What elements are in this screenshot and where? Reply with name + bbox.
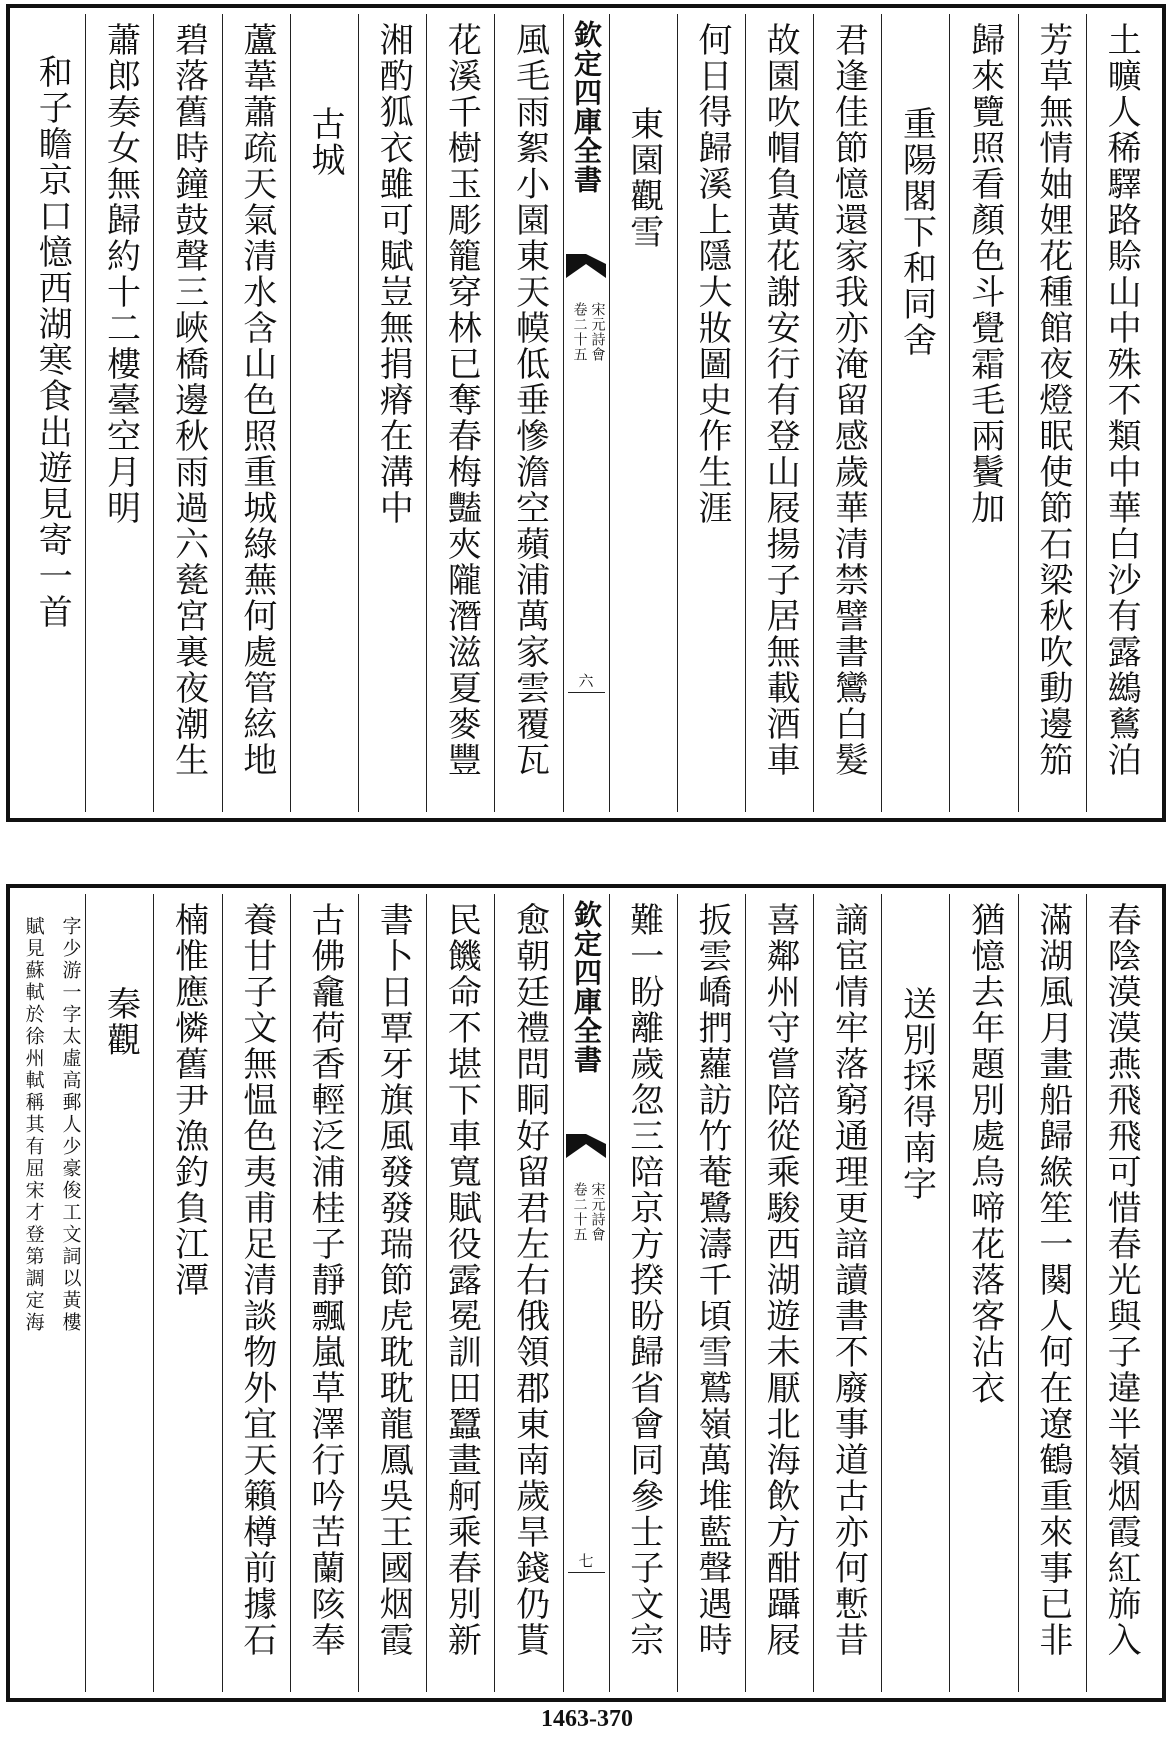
text-line: 民饑命不堪下車寬賦役露冕訓田蠶畫舸乘春別新 xyxy=(441,902,482,1658)
author-note-line: 字少游一字太虛高郵人少豪俊工文詞以黃樓 xyxy=(59,916,82,1334)
text-column xyxy=(494,14,562,812)
text-column xyxy=(153,894,221,1692)
text-column xyxy=(290,894,358,1692)
text-column xyxy=(745,14,813,812)
gutter-collection-name: 宋元詩會 xyxy=(589,302,606,362)
text-line: 蕭郎奏女無歸約十二樓臺空月明 xyxy=(100,22,141,526)
text-column xyxy=(18,14,85,812)
text-line: 花溪千樹玉彫籠穿林已奪春梅豔夾隴潛滋夏麥豐 xyxy=(441,22,482,778)
page-reference: 1463-370 xyxy=(541,1706,633,1732)
text-column xyxy=(881,14,949,812)
text-column xyxy=(358,14,426,812)
text-line: 何日得歸溪上隱大妝圖史作生涯 xyxy=(691,22,732,526)
text-line: 土曠人稀驛路賒山中殊不類中華白沙有露鷀鶿泊 xyxy=(1101,22,1142,778)
text-column xyxy=(609,894,677,1692)
text-column xyxy=(222,14,290,812)
text-column xyxy=(949,14,1017,812)
poem-title: 東園觀雪 xyxy=(623,106,664,250)
text-line: 春陰漠漠燕飛飛可惜春光與子違半嶺烟霞紅斾入 xyxy=(1101,902,1142,1658)
poem-title: 古城 xyxy=(305,106,346,178)
text-column xyxy=(85,894,153,1692)
center-gutter xyxy=(563,14,609,812)
text-line: 湘酌狐衣雖可賦豈無捐瘠在溝中 xyxy=(373,22,414,526)
text-line: 喜鄰州守嘗陪從乘駿西湖遊未厭北海飲方酣躡屐 xyxy=(760,902,801,1658)
author-note-column xyxy=(18,894,85,1692)
text-columns-top xyxy=(18,14,1154,812)
text-line: 君逢佳節憶還家我亦淹留感歲華清禁譬書鸞白髮 xyxy=(828,22,869,778)
text-column xyxy=(426,894,494,1692)
text-column xyxy=(677,14,745,812)
text-line: 書卜日覃牙旗風發發瑞節虎耽耽龍鳳吳王國烟霞 xyxy=(373,902,414,1658)
text-column xyxy=(813,894,881,1692)
gutter-divider xyxy=(568,692,605,693)
text-column xyxy=(1086,894,1154,1692)
page-panel-bottom xyxy=(6,884,1166,1702)
text-column xyxy=(1018,14,1086,812)
text-line: 猶憶去年題別處烏啼花落客沾衣 xyxy=(964,902,1005,1406)
poem-title: 重陽閣下和同舍 xyxy=(896,106,937,358)
gutter-collection-name: 宋元詩會 xyxy=(589,1182,606,1242)
text-line: 難一盼離歲忽三陪京方揆盼歸省會同參士子文宗 xyxy=(623,902,664,1658)
text-line: 愈朝廷禮問眮好留君左右俄領郡東南歲旱錢仍貰 xyxy=(509,902,550,1658)
gutter-volume: 卷二十五 xyxy=(571,1182,588,1242)
poem-title: 和子瞻京口憶西湖寒食出遊見寄一首 xyxy=(32,54,73,630)
text-column xyxy=(153,14,221,812)
text-column xyxy=(881,894,949,1692)
author-note-line: 賦見蘇軾於徐州軾稱其有屈宋才登第調定海 xyxy=(22,916,45,1334)
text-column xyxy=(358,894,426,1692)
fish-tail-mark-icon xyxy=(566,250,606,278)
gutter-divider xyxy=(568,1572,605,1573)
text-column xyxy=(745,894,813,1692)
text-line: 扳雲嶠捫蘿訪竹菴鷺濤千頃雪鷲嶺萬堆藍聲遇時 xyxy=(691,902,732,1658)
text-column xyxy=(426,14,494,812)
fish-tail-mark-icon xyxy=(566,1130,606,1158)
text-column xyxy=(949,894,1017,1692)
text-line: 滿湖風月畫船歸緱笙一闋人何在遼鶴重來事已非 xyxy=(1032,902,1073,1658)
text-line: 謫宦情牢落窮通理更諳讀書不廢事道古亦何慙昔 xyxy=(828,902,869,1658)
text-column xyxy=(609,14,677,812)
gutter-book-title: 欽定四庫全書 xyxy=(570,900,603,1074)
gutter-book-title: 欽定四庫全書 xyxy=(570,20,603,194)
text-columns-bottom xyxy=(18,894,1154,1692)
text-column xyxy=(494,894,562,1692)
poem-title: 送別採得南字 xyxy=(896,986,937,1202)
text-line: 楠惟應憐舊尹漁釣負江潭 xyxy=(168,902,209,1298)
text-line: 蘆葦蕭疏天氣清水含山色照重城綠蕪何處管絃地 xyxy=(236,22,277,778)
text-line: 養甘子文無愠色夷甫足清談物外宜天籟樽前據石 xyxy=(236,902,277,1658)
center-gutter xyxy=(563,894,609,1692)
text-line: 碧落舊時鐘鼓聲三峽橋邊秋雨過六甆宮裏夜潮生 xyxy=(168,22,209,778)
text-column xyxy=(290,14,358,812)
text-column xyxy=(85,14,153,812)
author-name: 秦觀 xyxy=(100,986,141,1058)
text-column xyxy=(813,14,881,812)
text-column xyxy=(222,894,290,1692)
gutter-page-number: 六 xyxy=(578,672,594,690)
gutter-page-number: 七 xyxy=(578,1552,594,1570)
text-line: 風毛雨絮小園東天幙低垂慘澹空蘋浦萬家雲覆瓦 xyxy=(509,22,550,778)
gutter-volume: 卷二十五 xyxy=(571,302,588,362)
text-column xyxy=(1086,14,1154,812)
text-column xyxy=(677,894,745,1692)
page-panel-top xyxy=(6,4,1166,822)
text-line: 古佛龕荷香輕泛浦桂子靜飄嵐草澤行吟苦蘭陔奉 xyxy=(305,902,346,1658)
text-line: 芳草無情妯娌花種館夜燈眠使節石梁秋吹動邊笳 xyxy=(1032,22,1073,778)
text-column xyxy=(1018,894,1086,1692)
text-line: 故園吹帽負黃花謝安行有登山屐揚子居無載酒車 xyxy=(760,22,801,778)
text-line: 歸來覽照看顏色斗覺霜毛兩鬢加 xyxy=(964,22,1005,526)
